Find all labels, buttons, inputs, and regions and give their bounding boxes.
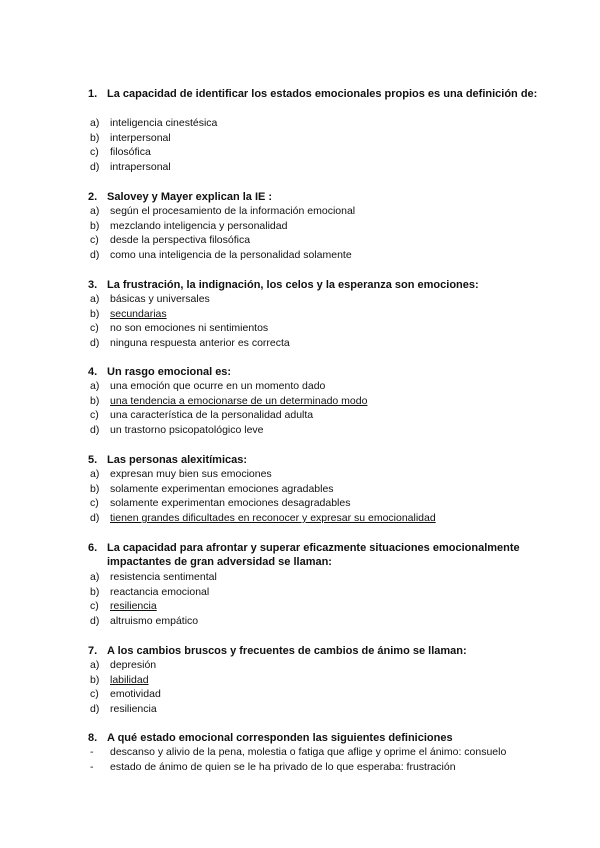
option-marker: - [90, 746, 94, 758]
option-a [90, 379, 550, 394]
option-text: resiliencia [110, 600, 157, 613]
option-text: desde la perspectiva filosófica [110, 234, 251, 247]
option-text: ninguna respuesta anterior es correcta [110, 337, 290, 350]
option-marker: a) [90, 468, 100, 480]
option-marker: c) [90, 688, 99, 701]
option-text: resiliencia [110, 703, 157, 716]
question-4 [88, 365, 548, 379]
option-marker: b) [90, 585, 100, 598]
question-number: 4. [88, 366, 98, 378]
question-text: Salovey y Mayer explican la IE : [107, 191, 273, 203]
question-2 [88, 190, 548, 204]
option-d [90, 614, 550, 629]
option-marker: b) [90, 394, 100, 407]
question-6 [88, 541, 538, 569]
option-text: una emoción que ocurre en un momento dado [110, 380, 326, 392]
option-marker: d) [90, 615, 100, 628]
option-marker: b) [90, 307, 100, 320]
option-c [90, 233, 550, 248]
option-text: intrapersonal [110, 161, 171, 174]
option-marker: c) [90, 322, 99, 335]
options-7 [90, 658, 550, 717]
option-marker: d) [90, 337, 100, 350]
question-text: La capacidad para afrontar y superar eficazmente situaciones emocionalmente impactantes de gran adversidad se llaman: [107, 542, 520, 568]
option-text: como una inteligencia de la personalidad solamente [110, 249, 352, 262]
option-c [90, 687, 550, 702]
option-b [90, 673, 550, 688]
question-text: A los cambios bruscos y frecuentes de cambios de ánimo se llaman: [107, 645, 467, 657]
option-b [90, 307, 550, 322]
option-text: emotividad [110, 688, 161, 701]
option-marker: c) [90, 600, 99, 613]
definition-item [90, 745, 560, 760]
option-marker: a) [90, 205, 100, 217]
question-8 [88, 731, 548, 745]
question-text: La capacidad de identificar los estados emocionales propios es una definición de: [107, 88, 538, 100]
option-d [90, 248, 550, 263]
option-marker: c) [90, 497, 99, 510]
option-text: solamente experimentan emociones agradables [110, 482, 334, 495]
options-6 [90, 570, 550, 629]
option-text: labilidad [110, 673, 149, 686]
question-5 [88, 453, 548, 467]
option-text: básicas y universales [110, 293, 210, 305]
question-7 [88, 644, 548, 658]
question-number: 1. [88, 88, 98, 100]
option-text: inteligencia cinestésica [110, 117, 218, 129]
option-text: interpersonal [110, 131, 171, 144]
question-text: A qué estado emocional corresponden las siguientes definiciones [107, 732, 453, 744]
options-2 [90, 204, 550, 263]
option-marker: d) [90, 512, 100, 525]
option-marker: d) [90, 161, 100, 174]
option-marker: a) [90, 571, 100, 583]
option-marker: a) [90, 659, 100, 671]
option-c [90, 599, 550, 614]
question-number: 2. [88, 191, 98, 203]
option-text: según el procesamiento de la información emocional [110, 205, 356, 217]
question-number: 7. [88, 645, 98, 657]
option-marker: b) [90, 131, 100, 144]
option-text: solamente experimentan emociones desagradables [110, 497, 351, 510]
option-c [90, 408, 550, 423]
question-text: Las personas alexitímicas: [107, 454, 248, 466]
question-text: La frustración, la indignación, los celos y la esperanza son emociones: [107, 279, 479, 291]
question-number: 6. [88, 542, 98, 554]
option-marker: b) [90, 482, 100, 495]
option-a [90, 658, 550, 673]
question-title [88, 87, 548, 101]
option-text: mezclando inteligencia y personalidad [110, 219, 288, 232]
option-marker: a) [90, 293, 100, 305]
option-text: descanso y alivio de la pena, molestia o fatiga que aflige y oprime el ánimo: consuelo [110, 746, 507, 758]
option-marker: a) [90, 117, 100, 129]
option-a [90, 116, 550, 131]
option-b [90, 219, 550, 234]
option-text: secundarias [110, 307, 167, 320]
option-text: expresan muy bien sus emociones [110, 468, 272, 480]
options-8 [90, 745, 560, 774]
definition-item [90, 760, 560, 775]
option-text: no son emociones ni sentimientos [110, 322, 269, 335]
option-text: un trastorno psicopatológico leve [110, 424, 264, 437]
option-a [90, 292, 550, 307]
option-marker: d) [90, 249, 100, 262]
option-d [90, 423, 550, 438]
options-3 [90, 292, 550, 351]
question-title [88, 644, 548, 658]
option-marker: d) [90, 703, 100, 716]
option-text: altruismo empático [110, 615, 199, 628]
question-text: Un rasgo emocional es: [107, 366, 232, 378]
question-title [88, 190, 548, 204]
option-a [90, 570, 550, 585]
question-title [88, 365, 548, 379]
option-d [90, 702, 550, 717]
option-marker: - [90, 760, 94, 773]
option-b [90, 394, 550, 409]
option-text: una tendencia a emocionarse de un determinado modo [110, 394, 368, 407]
option-marker: d) [90, 424, 100, 437]
options-5 [90, 467, 550, 526]
options-4 [90, 379, 550, 438]
question-title [88, 278, 548, 292]
question-number: 3. [88, 279, 98, 291]
option-b [90, 131, 550, 146]
option-marker: a) [90, 380, 100, 392]
option-marker: b) [90, 219, 100, 232]
question-title [88, 453, 548, 467]
question-number: 8. [88, 732, 98, 744]
option-a [90, 204, 550, 219]
option-d [90, 336, 550, 351]
option-text: resistencia sentimental [110, 571, 217, 583]
option-text: una característica de la personalidad adulta [110, 409, 314, 422]
question-1 [88, 87, 548, 101]
option-text: filosófica [110, 146, 151, 159]
option-text: estado de ánimo de quien se le ha privado de lo que esperaba: frustración [110, 760, 456, 773]
option-text: depresión [110, 659, 157, 671]
option-marker: b) [90, 673, 100, 686]
option-marker: c) [90, 409, 99, 422]
option-c [90, 496, 550, 511]
option-text: reactancia emocional [110, 585, 210, 598]
option-b [90, 482, 550, 497]
option-marker: c) [90, 234, 99, 247]
option-c [90, 145, 550, 160]
option-c [90, 321, 550, 336]
option-text: tienen grandes dificultades en reconocer y expresar su emocionalidad [110, 512, 436, 525]
option-b [90, 585, 550, 600]
question-title [88, 731, 548, 745]
option-marker: c) [90, 146, 99, 159]
question-title [88, 541, 538, 569]
option-d [90, 160, 550, 175]
question-3 [88, 278, 548, 292]
question-number: 5. [88, 454, 98, 466]
options-1 [90, 116, 550, 175]
option-a [90, 467, 550, 482]
option-d [90, 511, 550, 526]
